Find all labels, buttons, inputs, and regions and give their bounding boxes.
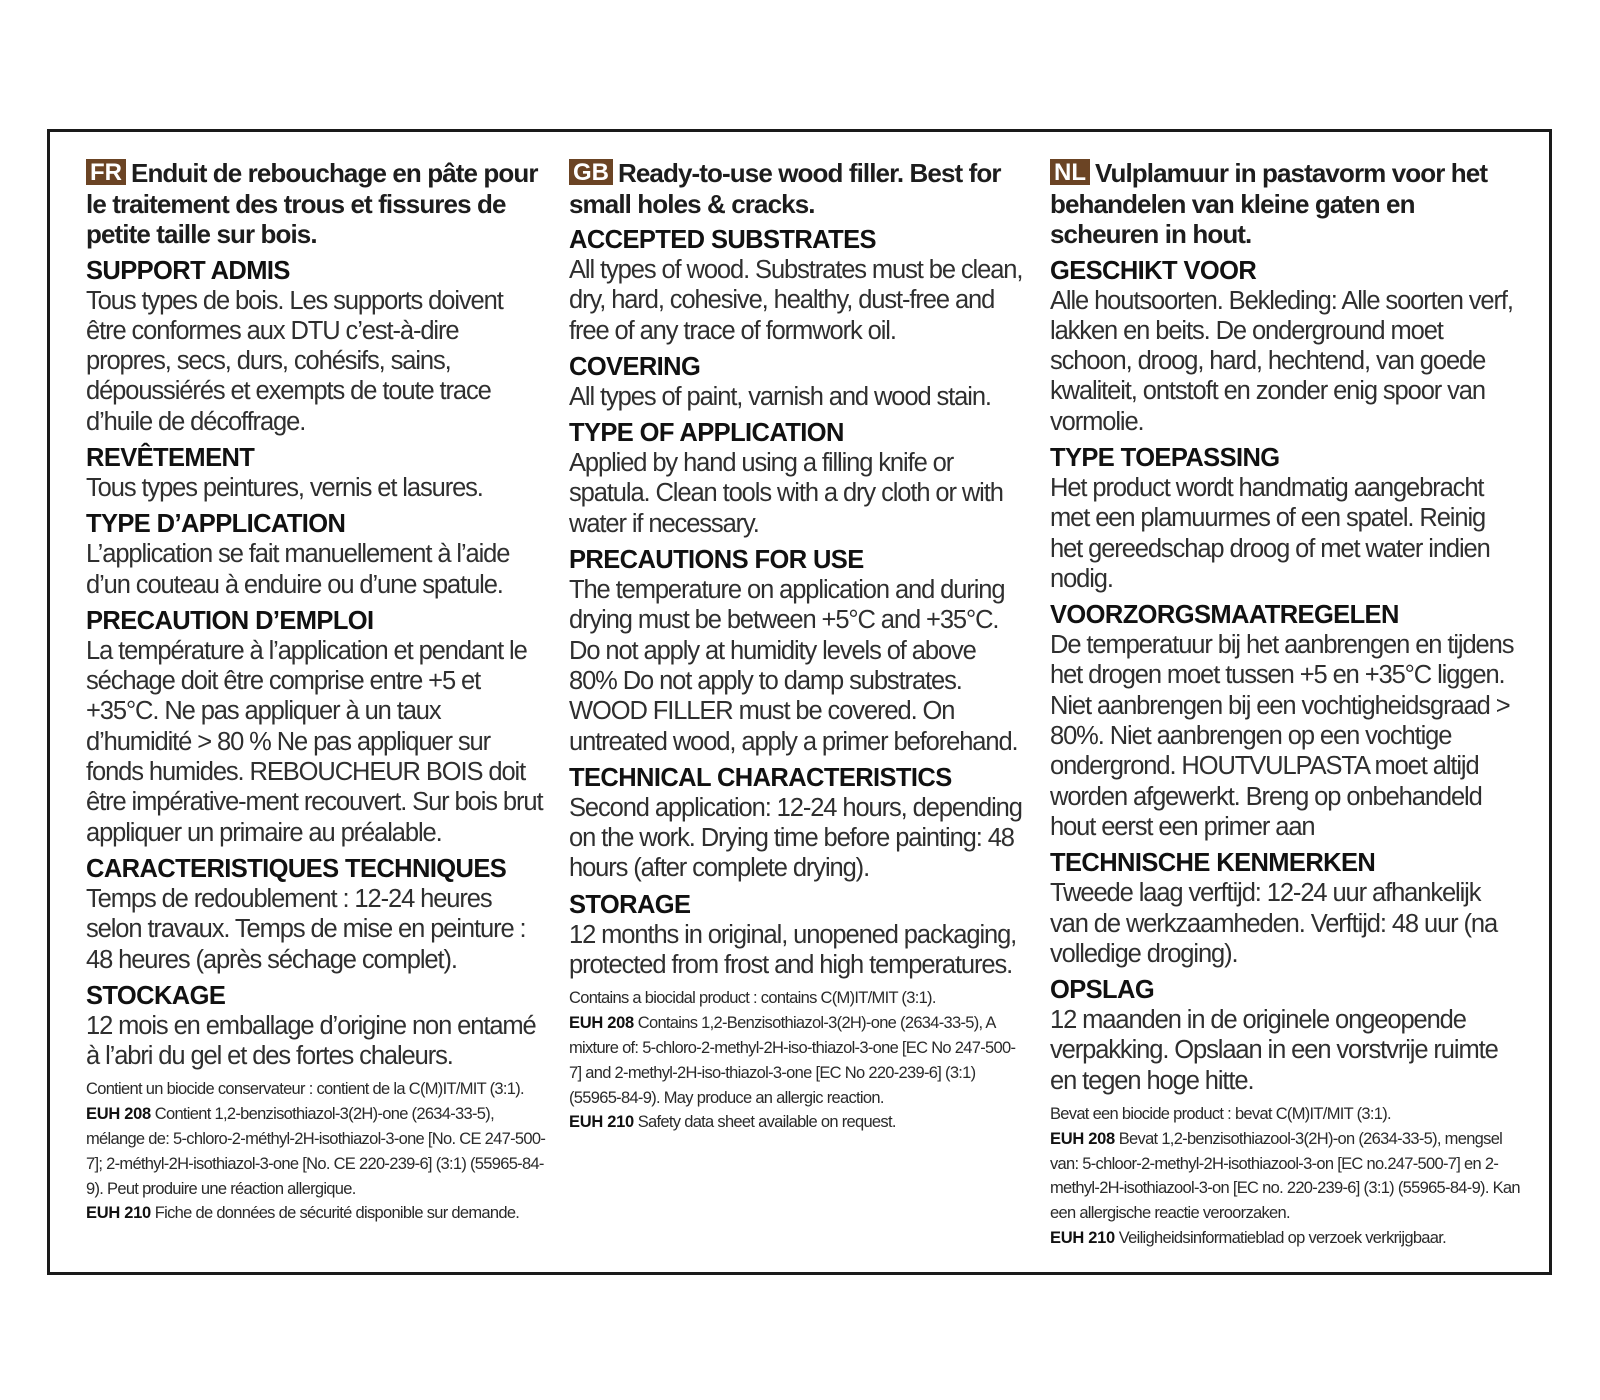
legal-notice-nl: [1050, 1102, 1520, 1251]
section-heading: PRECAUTION D’EMPLOI: [86, 606, 374, 635]
section-body: Tous types de bois. Les supports doivent être conformes aux DTU c’est-à-dire propres, secs, durs, cohésifs, sains, dépoussiérés et exempts de toute trace d’huile de décoffrage.: [86, 286, 503, 436]
section-body: 12 maanden in de originele ongeopende verpakking. Opslaan in een vorstvrije ruimte en tegen hoge hitte.: [1050, 1006, 1498, 1095]
euh208-code: EUH 208: [569, 1014, 634, 1033]
intro-nl: [1050, 158, 1520, 250]
section-heading: TYPE TOEPASSING: [1050, 443, 1280, 472]
euh210-text: Fiche de données de sécurité disponible sur demande.: [154, 1204, 520, 1223]
column-gb: [569, 158, 1023, 1135]
euh210-code: EUH 210: [1050, 1229, 1115, 1248]
section-heading: TECHNICAL CHARACTERISTICS: [569, 763, 952, 792]
lang-badge-gb: GB: [569, 159, 613, 185]
section-body: Tweede laag verftijd: 12-24 uur afhankelijk van de werkzaamheden. Verftijd: 48 uur (na volledige droging).: [1050, 879, 1498, 968]
intro-text-fr: Enduit de rebouchage en pâte pour le traitement des trous et fissures de petite taille sur bois.: [86, 158, 538, 249]
euh208-text: Bevat 1,2-benzisothiazool-3(2H)-on (2634-33-5), mengsel van: 5-chloor-2-methyl-2H-isothiazool-3-on [EC no.247-500-7] en 2-methyl-2H-isothiazool-3-on [EC no. 220-239-6] (3:1) (55965-84-9). Kan een allergische reactie veroorzaken.: [1050, 1129, 1520, 1223]
section-body: Temps de redoublement : 12-24 heures selon travaux. Temps de mise en peinture : 48 heures (après séchage complet).: [86, 884, 526, 974]
intro-fr: [86, 158, 548, 250]
section-body: Applied by hand using a filling knife or spatula. Clean tools with a dry cloth or with water if necessary.: [569, 449, 1003, 538]
intro-text-nl: Vulplamuur in pastavorm voor het behandelen van kleine gaten en scheuren in hout.: [1050, 158, 1488, 249]
section-body: Alle houtsoorten. Bekleding: Alle soorten verf, lakken en beits. De onderground moet schoon, droog, hard, hechtend, van goede kwaliteit, ontstoft en zonder enig spoor van vormolie.: [1050, 286, 1513, 436]
section-heading: CARACTERISTIQUES TECHNIQUES: [86, 854, 507, 883]
section-heading: OPSLAG: [1050, 976, 1155, 1005]
section-heading: TYPE OF APPLICATION: [569, 419, 844, 448]
section-heading: COVERING: [569, 352, 701, 381]
section-body: 12 mois en emballage d’origine non entamé à l’abri du gel et des fortes chaleurs.: [86, 1011, 536, 1071]
euh208-text: Contains 1,2-Benzisothiazol-3(2H)-one (2634-33-5), A mixture of: 5-chloro-2-methyl-2H-iso-thiazol-3-one [EC No 247-500-7] and 2-methyl-2H-iso-thiazol-3-one [EC No 220-239-6] (3:1) (55965-84-9). May produce an allergic reaction.: [569, 1014, 1016, 1107]
intro-gb: [569, 158, 1023, 219]
section-heading: TECHNISCHE KENMERKEN: [1050, 849, 1376, 878]
section-heading: PRECAUTIONS FOR USE: [569, 546, 864, 575]
euh208-code: EUH 208: [1050, 1129, 1115, 1148]
section-heading: GESCHIKT VOOR: [1050, 256, 1257, 285]
section-body: L’application se fait manuellement à l’aide d’un couteau à enduire ou d’une spatule.: [86, 540, 510, 599]
section-body: De temperatuur bij het aanbrengen en tijdens het drogen moet tussen +5 en +35°C liggen. Niet aanbrengen bij een vochtigheidsgraad > 80%. Niet aanbrengen op een vochtige ondergrond. HOUTVULPASTA moet altijd worden afgewerkt. Breng op onbehandeld hout eerst een primer aan: [1050, 631, 1514, 841]
section-body: 12 months in original, unopened packaging, protected from frost and high temperatures.: [569, 920, 1017, 980]
legal-notice-fr: [86, 1077, 548, 1226]
lang-badge-nl: NL: [1050, 159, 1090, 185]
euh210-statement: [86, 1201, 548, 1226]
section-heading: STOCKAGE: [86, 981, 226, 1010]
euh210-text: Safety data sheet available on request.: [637, 1113, 896, 1132]
section-heading: SUPPORT ADMIS: [86, 256, 290, 285]
legal-notice-gb: [569, 986, 1023, 1135]
section-body: Tous types peintures, vernis et lasures.: [86, 473, 483, 502]
section-body: La température à l’application et pendant le séchage doit être comprise entre +5 et +35°C. Ne pas appliquer à un taux d’humidité > 80 % Ne pas appliquer sur fonds humides. REBOUCHEUR BOIS doit être impérative-ment recouvert. Sur bois brut appliquer un primaire au préalable.: [86, 636, 543, 847]
lang-badge-fr: FR: [86, 159, 126, 185]
column-nl: [1050, 158, 1520, 1251]
section-heading: REVÊTEMENT: [86, 443, 255, 472]
section-body: The temperature on application and during drying must be between +5°C and +35°C. Do not apply at humidity levels of above 80% Do not apply to damp substrates. WOOD FILLER must be covered. On untreated wood, apply a primer beforehand.: [569, 576, 1018, 756]
product-label-panel: [47, 129, 1552, 1275]
euh208-statement: [86, 1102, 548, 1201]
euh210-statement: [1050, 1226, 1520, 1251]
section-body: Het product wordt handmatig aangebracht met een plamuurmes of een spatel. Reinig het gereedschap droog of met water indien nodig.: [1050, 473, 1490, 593]
section-heading: TYPE D’APPLICATION: [86, 510, 346, 539]
biocide-statement: Bevat een biocide product : bevat C(M)IT/MIT (3:1).: [1050, 1105, 1391, 1124]
section-body: Second application: 12-24 hours, depending on the work. Drying time before painting: 48 hours (after complete drying).: [569, 793, 1022, 883]
biocide-statement: Contient un biocide conservateur : contient de la C(M)IT/MIT (3:1).: [86, 1080, 524, 1099]
section-body: All types of wood. Substrates must be clean, dry, hard, cohesive, healthy, dust-free and free of any trace of formwork oil.: [569, 256, 1023, 345]
column-fr: [86, 158, 548, 1226]
section-heading: VOORZORGSMAATREGELEN: [1050, 601, 1399, 630]
euh210-statement: [569, 1110, 1023, 1135]
euh210-text: Veiligheidsinformatieblad op verzoek verkrijgbaar.: [1118, 1229, 1447, 1248]
euh208-statement: [569, 1011, 1023, 1110]
euh208-statement: [1050, 1127, 1520, 1226]
section-heading: STORAGE: [569, 890, 691, 919]
euh210-code: EUH 210: [86, 1204, 151, 1223]
euh208-text: Contient 1,2-benzisothiazol-3(2H)-one (2634-33-5), mélange de: 5-chloro-2-méthyl-2H-isothiazol-3-one [No. CE 247-500-7]; 2-méthyl-2H-isothiazol-3-one [No. CE 220-239-6] (3:1) (55965-84-9). Peut produire une réaction allergique.: [86, 1105, 546, 1198]
euh210-code: EUH 210: [569, 1113, 634, 1132]
intro-text-gb: Ready-to-use wood filler. Best for small holes & cracks.: [569, 158, 1001, 219]
section-heading: ACCEPTED SUBSTRATES: [569, 226, 876, 254]
biocide-statement: Contains a biocidal product : contains C(M)IT/MIT (3:1).: [569, 989, 936, 1008]
euh208-code: EUH 208: [86, 1105, 151, 1124]
section-body: All types of paint, varnish and wood stain.: [569, 382, 991, 411]
